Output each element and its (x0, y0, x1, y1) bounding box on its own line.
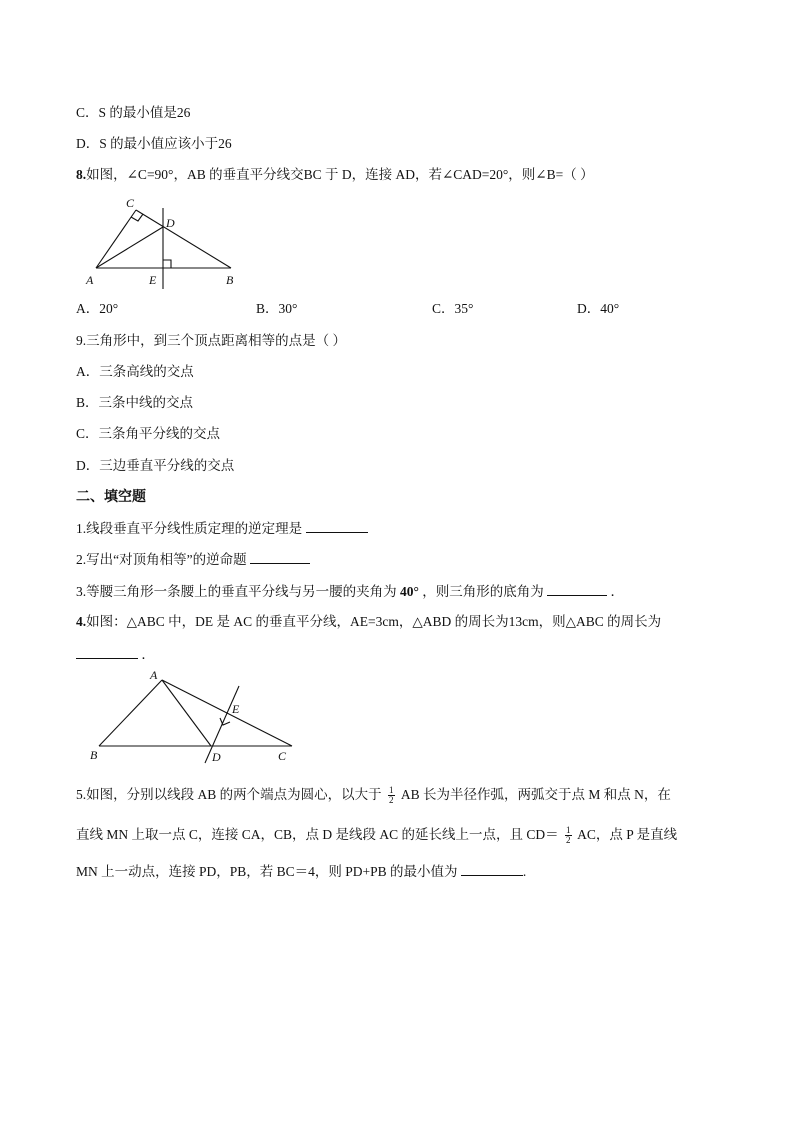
label-c: C (126, 196, 135, 210)
option-d-prev: D．S 的最小值应该小于26 (76, 136, 232, 151)
fill-q4-end: ． (141, 647, 155, 662)
q9-option-a: A．三条高线的交点 (76, 364, 194, 379)
frac-numerator: 1 (566, 825, 571, 836)
fill-q5-end: . (522, 864, 527, 879)
answer-blank-3 (547, 582, 607, 596)
seg-cb (136, 210, 231, 268)
frac-denominator: 2 (389, 795, 394, 806)
fill-q4-text: 如图：△ABC 中，DE 是 AC 的垂直平分线，AE=3cm，△ABD 的周长为13cm，则△ABC 的周长为 (86, 614, 662, 629)
seg-ad (162, 680, 211, 746)
fill-q3-end: ． (610, 584, 625, 599)
answer-blank-1 (306, 519, 368, 533)
q9-option-d: D．三边垂直平分线的交点 (76, 458, 235, 473)
label-c: C (278, 749, 287, 763)
fill-question-1 (76, 519, 368, 538)
answer-blank-2 (250, 550, 310, 564)
label-b: B (90, 748, 98, 762)
answer-blank-4 (76, 645, 138, 659)
question-8-stem: 如图，∠C=90°，AB 的垂直平分线交BC 于 D，连接 AD，若∠CAD=20°，则∠B=（ ） (86, 167, 594, 182)
seg-ab (99, 680, 162, 746)
seg-ad (96, 227, 163, 268)
question-8 (76, 166, 594, 184)
option-c-prev: C．S 的最小值是26 (76, 105, 191, 120)
figure-q8 (86, 193, 256, 293)
perp-bisector-de (205, 686, 239, 763)
label-a: A (150, 668, 158, 682)
fill-question-4-line2 (76, 645, 155, 664)
right-angle-e (163, 260, 171, 268)
fraction-one-half (565, 826, 572, 845)
label-e: E (232, 702, 240, 716)
q8-option-a: A．20° (76, 301, 119, 316)
fill-question-4 (76, 613, 661, 631)
label-b: B (226, 273, 234, 287)
fill-question-2 (76, 550, 310, 569)
question-8-number: 8. (76, 167, 87, 182)
answer-blank-5 (461, 862, 523, 876)
fill-question-5-line1 (76, 784, 671, 806)
fill-question-3 (76, 582, 624, 601)
fill-q5-text-1a: 5.如图，分别以线段 AB 的两个端点为圆心，以大于 (76, 787, 382, 802)
fill-question-5-line2 (76, 824, 677, 846)
figure-q4 (86, 668, 296, 768)
fill-q3-angle: 40° (400, 584, 419, 599)
frac-denominator: 2 (566, 835, 571, 846)
label-d: D (166, 216, 175, 230)
question-9: 9.三角形中，到三个顶点距离相等的点是（ ） (76, 333, 346, 348)
fill-q5-text-2a: 直线 MN 上取一点 C，连接 CA，CB，点 D 是线段 AC 的延长线上一点，且 CD＝ (76, 827, 559, 842)
q8-option-c: C．35° (432, 301, 474, 316)
frac-numerator: 1 (389, 785, 394, 796)
label-e: E (149, 273, 157, 287)
fill-q5-text-2b: AC，点 P 是直线 (577, 827, 678, 842)
seg-ac (96, 210, 136, 268)
fill-q3-text-c: ，则三角形的底角为 (422, 584, 544, 599)
fill-question-5-line3 (76, 862, 526, 881)
q8-option-d: D．40° (577, 301, 620, 316)
fill-q4-number: 4. (76, 614, 87, 629)
fill-q3-text-a: 3.等腰三角形一条腰上的垂直平分线与另一腰的夹角为 (76, 584, 397, 599)
fraction-one-half (388, 786, 395, 805)
fill-q1-text: 1.线段垂直平分线性质定理的逆定理是 (76, 521, 303, 536)
label-d: D (212, 750, 221, 764)
q8-option-b: B．30° (256, 301, 298, 316)
label-a: A (86, 273, 94, 287)
fill-q5-text-3: MN 上一动点，连接 PD，PB，若 BC＝4，则 PD+PB 的最小值为 (76, 864, 458, 879)
q9-option-c: C．三条角平分线的交点 (76, 426, 221, 441)
fill-q5-text-1b: AB 长为半径作弧，两弧交于点 M 和点 N，在 (400, 787, 671, 802)
fill-q2-text: 2.写出“对顶角相等”的逆命题 (76, 552, 247, 567)
section-heading: 二、填空题 (76, 489, 146, 505)
q9-option-b: B．三条中线的交点 (76, 395, 194, 410)
